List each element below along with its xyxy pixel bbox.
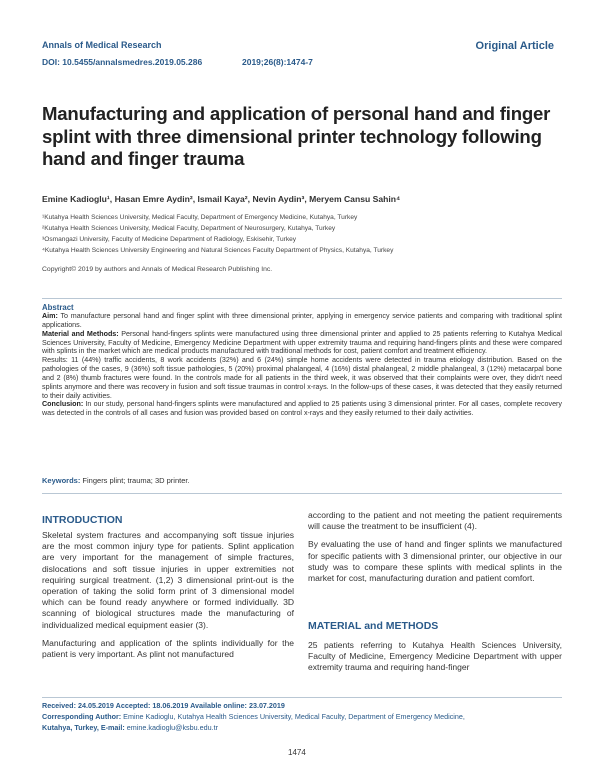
received-dates: Received: 24.05.2019 Accepted: 18.06.2019 Available online: 23.07.2019 <box>42 701 285 710</box>
email-address[interactable]: emine.kadioglu@ksbu.edu.tr <box>124 723 219 732</box>
keywords-text: Fingers plint; trauma; 3D printer. <box>80 476 190 485</box>
corresponding-email <box>42 723 218 734</box>
methods-paragraph: 25 patients referring to Kutahya Health Sciences University, Faculty of Medicine, Emergency Medicine Department with upper extremity trauma and requiring hand-finger <box>308 640 562 673</box>
page-number: 1474 <box>288 748 306 757</box>
doi[interactable]: DOI: 10.5455/annalsmedres.2019.05.286 <box>42 57 203 67</box>
aim-text: To manufacture personal hand and finger splint with three dimensional printer, applying in emergency service patients and comparing with traditional splint applications. <box>42 312 562 329</box>
methods-heading: MATERIAL and METHODS <box>308 620 439 632</box>
authors: Emine Kadioglu¹, Hasan Emre Aydin², Ismail Kaya², Nevin Aydin³, Meryem Cansu Sahin⁴ <box>42 194 401 204</box>
left-column <box>42 530 294 667</box>
copyright: Copyright© 2019 by authors and Annals of Medical Research Publishing Inc. <box>42 266 273 273</box>
email-label: Kutahya, Turkey, E-mail: <box>42 723 125 732</box>
abstract-text <box>42 312 562 418</box>
article-type: Original Article <box>475 40 554 52</box>
right-column <box>308 510 562 591</box>
journal-name: Annals of Medical Research <box>42 40 162 50</box>
aim-label: Aim: <box>42 312 58 320</box>
abstract-methods <box>42 330 562 357</box>
affiliation-2: ²Kutahya Health Sciences University, Medical Faculty, Department of Neurosurgery, Kutahya, Turkey <box>42 225 336 232</box>
abstract-heading: Abstract <box>42 303 74 312</box>
abstract-results: Results: 11 (44%) traffic accidents, 8 work accidents (32%) and 6 (24%) simple home accidents were detected in trauma etiology distribution. Based on the pathologies of the cases, 9 (36%) soft tissue pathologies, 5 (20%) proximal phalangeal, 4 (16%) distal phalangeal, 2 middle phalangeal, 3 (12%) metacarpal bone and 2 (8%) thumb fractures were found. In the controls made for all patients in the third week, it was observed that their complaints were over, they didn't need splints anymore and there was recovery in fusion and soft tissue traumas in control x-rays. In the follow-ups of these cases, it was detected that they easily returned to their daily activities. <box>42 356 562 400</box>
footer-divider <box>42 697 562 698</box>
article-title: Manufacturing and application of personal hand and finger splint with three dimensional printer technology following hand and finger trauma <box>42 103 551 169</box>
introduction-heading: INTRODUCTION <box>42 514 123 526</box>
methods-text: Personal hand-fingers splints were manufactured using three dimensional printer and applied to 25 patients referring to Kutahya Medical Sciences University, Faculty of Medicine, Emergency Medicine Department with upper extremity trauma and requiring hand-fingers plints and these were compared with splints in the market which are medical products manufactured with traditional methods for cost, patient comfort and treatment efficiency. <box>42 329 562 356</box>
intro-paragraph-2: Manufacturing and application of the splints individually for the patient is very important. As plint not manufactured <box>42 637 294 660</box>
citation: 2019;26(8):1474-7 <box>242 57 313 67</box>
methods-label: Material and Methods: <box>42 329 119 338</box>
corresponding-author <box>42 712 465 723</box>
abstract-aim <box>42 312 562 330</box>
intro-paragraph-1: Skeletal system fractures and accompanying soft tissue injuries are the most common injury type for patients. Splint application are very important for the management of simple fractures, dislocations and soft tissue injuries in upper extremities not requiring surgical treatment. (1,2) 3 dimensional print-out is the operation of taking the solid form print of 3 dimensional model which can be found ready anywhere or formed individually. 3D scanning of biological structures made the manufacturing of individualized medical equipment easier (3). <box>42 530 294 630</box>
intro-paragraph-3: according to the patient and not meeting the patient requirements will cause the treatment to be insufficient (4). <box>308 510 562 532</box>
conclusion-label: Conclusion: <box>42 400 84 409</box>
corresponding-text: Emine Kadioglu, Kutahya Health Sciences University, Medical Faculty, Department of Emergency Medicine, <box>121 712 465 721</box>
affiliation-1: ¹Kutahya Health Sciences University, Medical Faculty, Department of Emergency Medicine, Kutahya, Turkey <box>42 214 358 221</box>
affiliation-4: ⁴Kutahya Health Sciences University Engineering and Natural Sciences Faculty Department of Physics, Kutahya, Turkey <box>42 247 394 254</box>
abstract-conclusion <box>42 400 562 418</box>
intro-paragraph-4: By evaluating the use of hand and finger splints we manufactured for specific patients with 3 dimensional printer, our objective in our study was to compare these splints with medical splints in the market for cost, manufacturing duration and patient comfort. <box>308 539 562 584</box>
affiliation-3: ³Osmangazi University, Faculty of Medicine Department of Radiology, Eskisehir, Turkey <box>42 236 297 243</box>
keywords-label: Keywords: <box>42 476 81 485</box>
keywords <box>42 476 190 485</box>
corresponding-label: Corresponding Author: <box>42 712 122 721</box>
conclusion-text: In our study, personal hand-fingers splints were manufactured and applied to 25 patients using 3 dimensional printer. For all cases, complete recovery was detected in the controls of all cases and fusion was provided based on control x-rays and they easily returned to their daily activities. <box>42 400 562 418</box>
